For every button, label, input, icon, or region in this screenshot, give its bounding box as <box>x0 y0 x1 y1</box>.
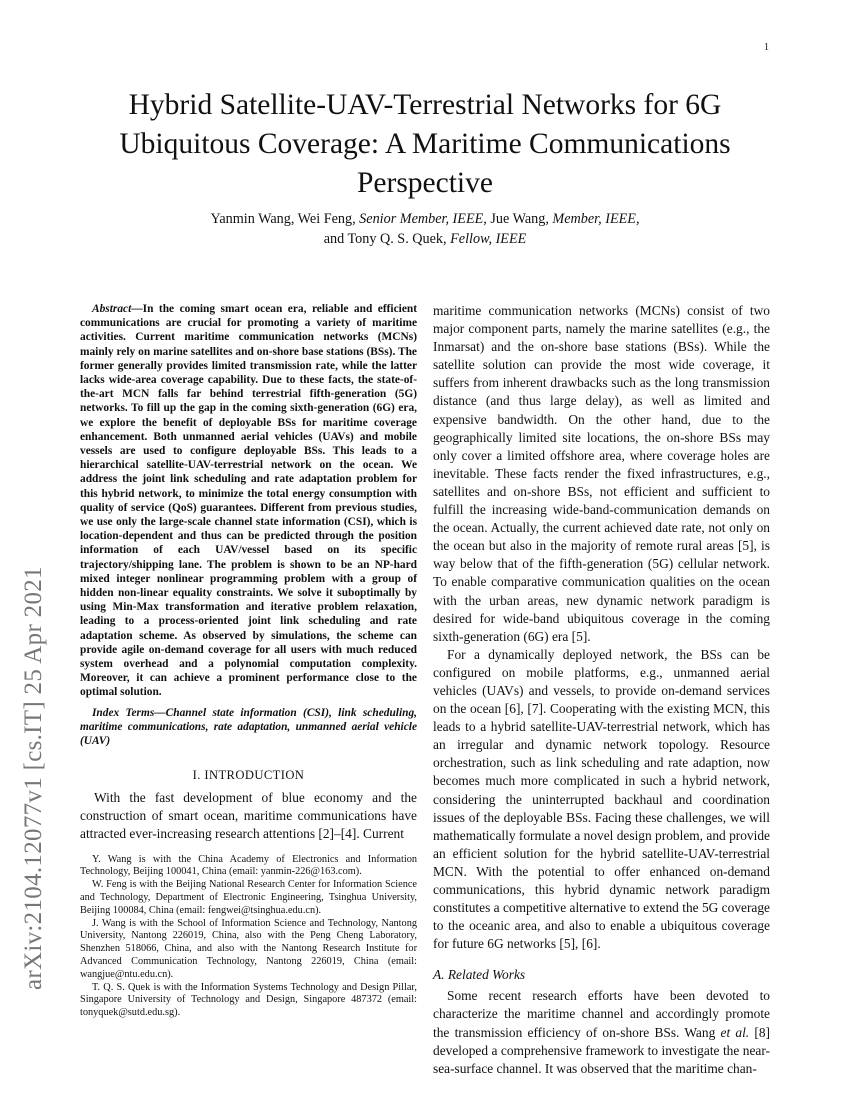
subsection-heading-related-works: A. Related Works <box>433 967 526 983</box>
author-role-2: Member, IEEE, <box>552 211 640 227</box>
right-column <box>433 302 770 1078</box>
body-paragraph: For a dynamically deployed network, the BSs can be configured on mobile platforms, e.g., unmanned aerial vehicles (UAVs) and vessels, to provide on-demand services on the ocean [6], [7]. Cooperating with the existing MCN, this leads to a hybrid satellite-UAV-terrestrial network, which has an irregular and dynamic network topology. Resource orchestration, such as link scheduling and rate adaption, now becomes much more complicated in such a hybrid network, considering the uninterrupted backhaul and coordination issues of the deployable BSs. Facing these challenges, we will mathematically formulate a novel design problem, and provide an efficient solution for the hybrid satellite-UAV-terrestrial MCN. With the potential to offer enhanced on-demand communications, this hybrid dynamic network paradigm constitutes a competitive alternative to extend the 5G coverage to the oceanic area, and also to enable a ubiquitous coverage for future 6G networks [5], [6]. <box>433 646 770 952</box>
related-works-text-1: Some recent research efforts have been devoted to characterize the maritime channel and accordingly promote the transmission efficiency of on-shore BSs. Wang <box>433 988 770 1040</box>
paper-title: Hybrid Satellite-UAV-Terrestrial Networks for 6G Ubiquitous Coverage: A Maritime Communications Perspective <box>119 89 731 199</box>
abstract-label: Abstract <box>92 303 132 315</box>
related-works-text-2: [8] developed a comprehensive framework to investigate the near-sea-surface channel. It was observed that the maritime chan- <box>433 1024 770 1076</box>
author-role-3: Fellow, IEEE <box>450 231 527 247</box>
author-list <box>60 209 790 249</box>
footnotes <box>80 854 417 1020</box>
body-paragraph <box>433 987 770 1077</box>
author-names-2: Jue Wang, <box>486 211 553 227</box>
intro-paragraph: With the fast development of blue economy and the construction of smart ocean, maritime communications have attracted ever-increasing research attentions [2]–[4]. Current <box>80 790 417 842</box>
author-names-1: Yanmin Wang, Wei Feng, <box>210 211 360 227</box>
footnote: T. Q. S. Quek is with the Information Systems Technology and Design Pillar, Singapore University of Technology and Design, Singapore 487372 (email: tonyquek@sutd.edu.sg). <box>80 981 417 1019</box>
arxiv-stamp: arXiv:2104.12077v1 [cs.IT] 25 Apr 2021 <box>20 566 47 990</box>
footnote: Y. Wang is with the China Academy of Electronics and Information Technology, Beijing 100041, China (email: yanmin-226@163.com). <box>80 853 417 878</box>
author-names-3: and Tony Q. S. Quek, <box>323 231 451 247</box>
left-column <box>80 302 417 1020</box>
section-heading-introduction: I. INTRODUCTION <box>192 768 305 783</box>
index-terms: Index Terms—Channel state information (CSI), link scheduling, maritime communications, rate adaptation, unmanned aerial vehicle (UAV) <box>80 706 417 748</box>
et-al: et al. <box>720 1024 750 1040</box>
author-role-1: Senior Member, IEEE, <box>359 211 487 227</box>
body-paragraph: maritime communication networks (MCNs) consist of two major component parts, namely the marine satellites (e.g., the Inmarsat) and the on-shore base stations (BSs). While the satellite solution can provide the most wide coverage, it suffers from inherent drawbacks such as the long transmission distance (and thus large delay), as well as limited and expensive bandwidth. On the other hand, due to the geographically limited site locations, the on-shore BSs may only cover a limited offshore area, where coverage holes are inevitable. These facts render the fixed infrastructures, e.g., satellites and on-shore BSs, not efficient and sufficient to fulfill the increasing wide-band-communication demands on the ocean. Actually, the current achieved date rate, not only on the ocean but also in the majority of remote rural areas [5], is way below that of the fifth-generation (5G) cellular network. To enable comparative communication qualities on the ocean with the urban areas, new dynamic network paradigm is desired for wide-band ubiquitous coverage in the coming sixth-generation (6G) era [5]. <box>433 303 770 644</box>
footnote: W. Feng is with the Beijing National Research Center for Information Science and Technology, Department of Electronic Engineering, Tsinghua University, Beijing 100084, China (email: fengwei@tsinghua.edu.cn). <box>80 879 417 916</box>
page-number: 1 <box>764 42 769 53</box>
abstract-text: —In the coming smart ocean era, reliable and efficient communications are crucial for promoting a variety of maritime activities. Current maritime communication networks (MCNs) mainly rely on marine satellites and on-shore base stations (BSs). The former generally provides limited transmission rate, while the latter lacks wide-area coverage capability. Due to these facts, the state-of-the-art MCN falls far behind terrestrial fifth-generation (5G) networks. To fill up the gap in the coming sixth-generation (6G) era, we explore the benefit of deployable BSs for maritime coverage enhancement. Both unmanned aerial vehicles (UAVs) and mobile vessels are used to configure deployable BSs. This leads to a hierarchical satellite-UAV-terrestrial network on the ocean. We address the joint link scheduling and rate adaptation problem for this hybrid network, to minimize the total energy consumption with quality of service (QoS) guarantees. Different from previous studies, we use only the large-scale channel state information (CSI), which is location-dependent and thus can be predicted through the position information of each UAV/vessel based on its specific trajectory/shipping lane. The problem is shown to be an NP-hard mixed integer nonlinear programming problem with a group of hidden non-linear equality constraints. We solve it suboptimally by using Min-Max transformation and iterative problem relaxation, leading to a process-oriented joint link scheduling and rate adaptation scheme. As observed by simulations, the scheme can provide agile on-demand coverage for all users with much reduced system overhead and a polynomial computation complexity. Moreover, it can achieve a prominent performance close to the optimal solution. <box>80 303 417 699</box>
footnote: J. Wang is with the School of Information Science and Technology, Nantong University, Nantong 226019, China, also with the Peng Cheng Laboratory, Shenzhen 518066, China, and also with the Nantong Research Institute for Advanced Communication Technology, Nantong 226019, China (email: wangjue@ntu.edu.cn). <box>80 917 417 980</box>
abstract <box>80 302 417 700</box>
